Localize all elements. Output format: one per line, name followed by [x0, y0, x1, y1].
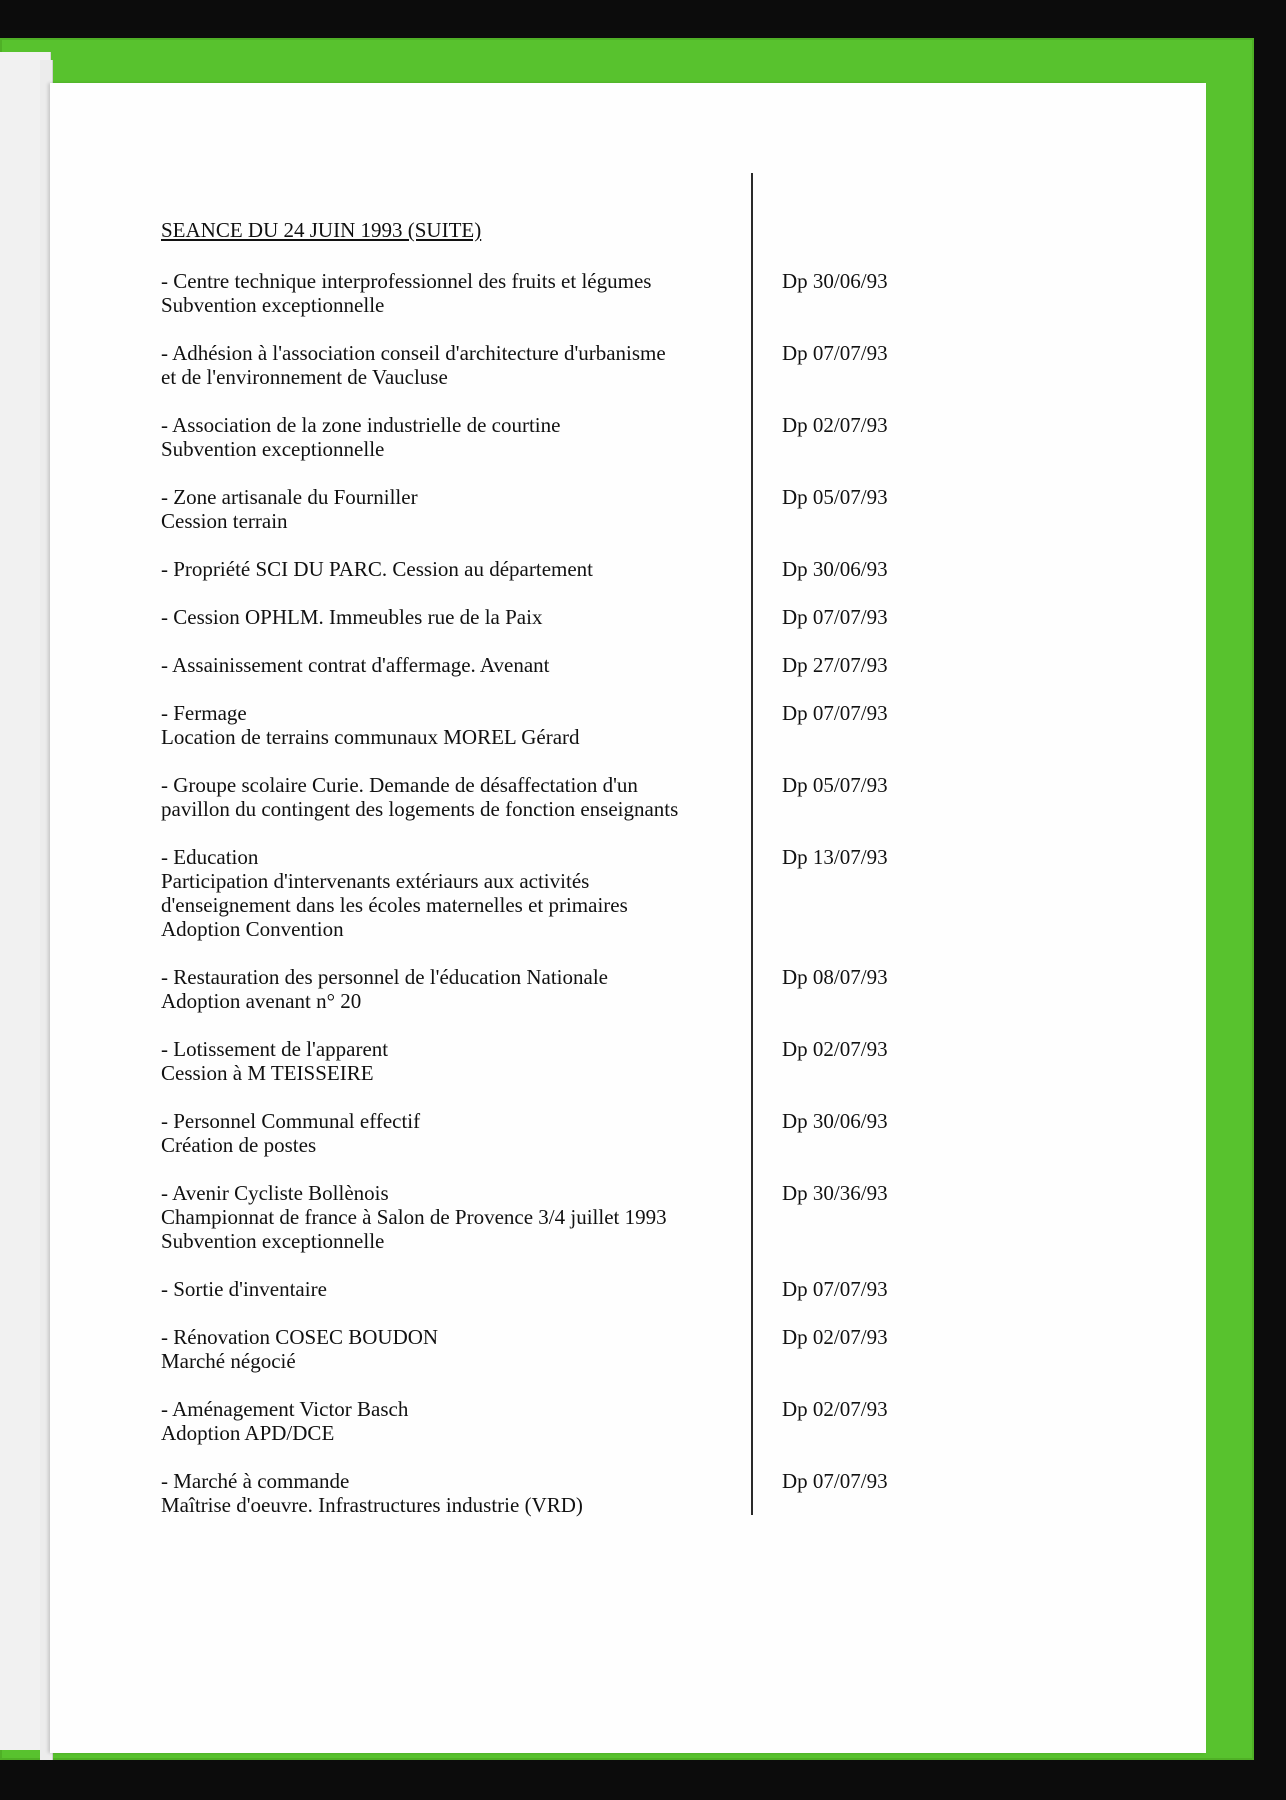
entry-line: - Centre technique interprofessionnel des fruits et légumes: [161, 269, 652, 293]
entry-line: d'enseignement dans les écoles maternelles et primaires: [161, 893, 628, 917]
entry-line: Subvention exceptionnelle: [161, 293, 385, 317]
entry-line: Cession terrain: [161, 509, 288, 533]
entry-line: - Association de la zone industrielle de courtine: [161, 413, 561, 437]
entry-reference-date: Dp 08/07/93: [782, 965, 888, 989]
entry-line: Adoption APD/DCE: [161, 1421, 335, 1445]
entry-description: [161, 965, 751, 1013]
entry-reference-date: Dp 27/07/93: [782, 653, 888, 677]
entry-description: [161, 485, 751, 533]
entry-description: [161, 1469, 751, 1517]
entry-line: et de l'environnement de Vaucluse: [161, 365, 448, 389]
entry-description: [161, 605, 751, 629]
entry-reference-date: Dp 30/36/93: [782, 1181, 888, 1205]
entry-description: [161, 341, 751, 389]
entry-line: Location de terrains communaux MOREL Gérard: [161, 725, 580, 749]
entry-line: pavillon du contingent des logements de fonction enseignants: [161, 797, 679, 821]
entry-line: - Groupe scolaire Curie. Demande de désaffectation d'un: [161, 773, 638, 797]
entry-reference-date: Dp 02/07/93: [782, 1325, 888, 1349]
entry-reference-date: Dp 30/06/93: [782, 269, 888, 293]
entry-description: [161, 413, 751, 461]
entry-line: - Restauration des personnel de l'éducation Nationale: [161, 965, 608, 989]
entry-reference-date: Dp 07/07/93: [782, 605, 888, 629]
entry-line: - Assainissement contrat d'affermage. Avenant: [161, 653, 550, 677]
entry-line: - Adhésion à l'association conseil d'architecture d'urbanisme: [161, 341, 666, 365]
entry-description: [161, 773, 751, 821]
entry-line: - Cession OPHLM. Immeubles rue de la Paix: [161, 605, 543, 629]
entry-line: - Fermage: [161, 701, 247, 725]
entry-reference-date: Dp 30/06/93: [782, 557, 888, 581]
entry-description: [161, 701, 751, 749]
entry-line: Championnat de france à Salon de Provence 3/4 juillet 1993: [161, 1205, 667, 1229]
entry-line: Marché négocié: [161, 1349, 296, 1373]
entry-reference-date: Dp 02/07/93: [782, 1037, 888, 1061]
entry-line: - Rénovation COSEC BOUDON: [161, 1325, 439, 1349]
entry-reference-date: Dp 07/07/93: [782, 341, 888, 365]
entry-reference-date: Dp 07/07/93: [782, 701, 888, 725]
entry-line: - Education: [161, 845, 259, 869]
entry-description: [161, 845, 751, 941]
entry-line: Subvention exceptionnelle: [161, 1229, 385, 1253]
entry-line: - Propriété SCI DU PARC. Cession au département: [161, 557, 594, 581]
entry-reference-date: Dp 07/07/93: [782, 1469, 888, 1493]
entry-reference-date: Dp 05/07/93: [782, 773, 888, 797]
entry-reference-date: Dp 30/06/93: [782, 1109, 888, 1133]
entry-description: [161, 1277, 751, 1301]
entry-line: - Personnel Communal effectif: [161, 1109, 421, 1133]
entry-reference-date: Dp 13/07/93: [782, 845, 888, 869]
entry-reference-date: Dp 02/07/93: [782, 1397, 888, 1421]
column-divider: [751, 173, 753, 1515]
entry-line: Maîtrise d'oeuvre. Infrastructures industrie (VRD): [161, 1493, 583, 1517]
entry-description: [161, 1037, 751, 1085]
entry-reference-date: Dp 02/07/93: [782, 413, 888, 437]
entry-description: [161, 653, 751, 677]
entry-line: Cession à M TEISSEIRE: [161, 1061, 374, 1085]
entry-line: - Sortie d'inventaire: [161, 1277, 327, 1301]
entry-line: Subvention exceptionnelle: [161, 437, 385, 461]
entry-line: - Marché à commande: [161, 1469, 350, 1493]
page-title: SEANCE DU 24 JUIN 1993 (SUITE): [161, 218, 482, 242]
entry-description: [161, 557, 751, 581]
entry-line: Adoption Convention: [161, 917, 344, 941]
entry-description: [161, 1181, 751, 1253]
entry-description: [161, 269, 751, 317]
entry-reference-date: Dp 05/07/93: [782, 485, 888, 509]
entry-line: Adoption avenant n° 20: [161, 989, 362, 1013]
entry-line: - Zone artisanale du Fourniller: [161, 485, 418, 509]
entry-line: Participation d'intervenants extériaurs aux activités: [161, 869, 590, 893]
entry-line: - Aménagement Victor Basch: [161, 1397, 409, 1421]
entry-description: [161, 1325, 751, 1373]
entry-description: [161, 1397, 751, 1445]
entry-line: - Lotissement de l'apparent: [161, 1037, 389, 1061]
entry-line: - Avenir Cycliste Bollènois: [161, 1181, 389, 1205]
entry-description: [161, 1109, 751, 1157]
entry-reference-date: Dp 07/07/93: [782, 1277, 888, 1301]
entry-line: Création de postes: [161, 1133, 317, 1157]
document-page: [50, 83, 1206, 1753]
